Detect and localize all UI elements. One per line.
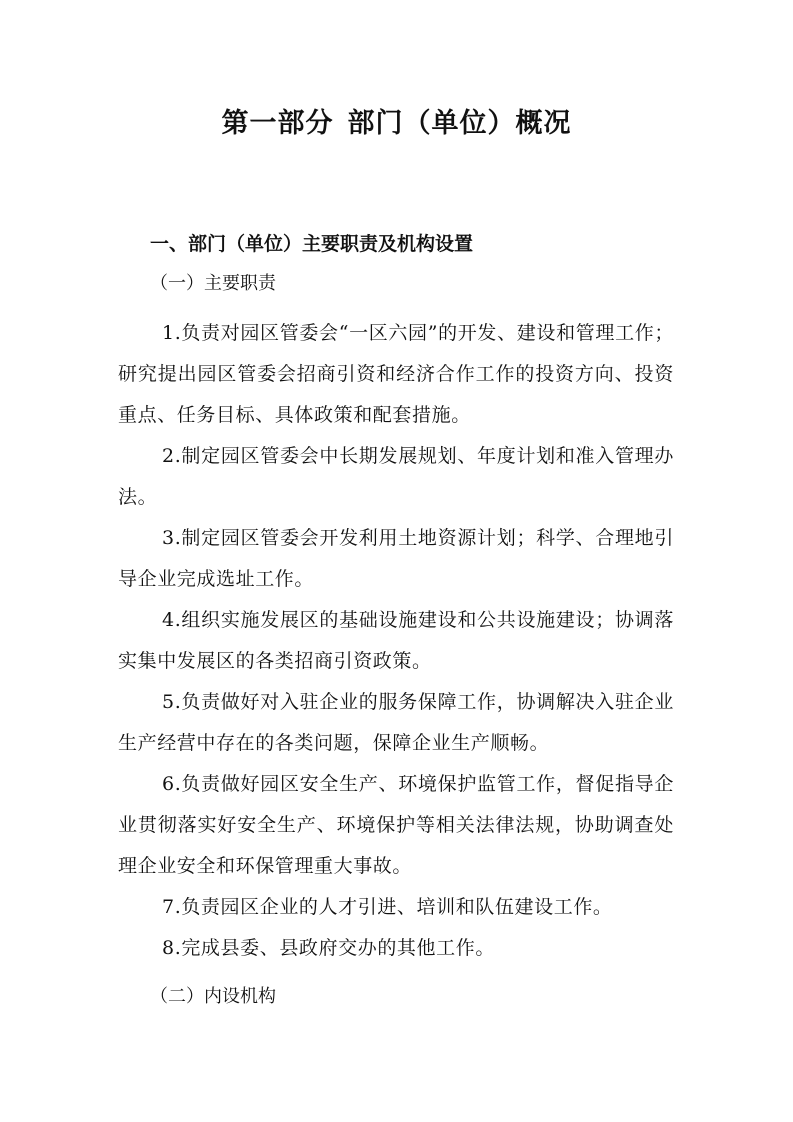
duty-text: 负责对园区管委会“一区六园”的开发、建设和管理工作；研究提出园区管委会招商引资和经济合作工作的投资方向、投资重点、任务目标、具体政策和配套措施。 (118, 322, 674, 426)
duty-text: 制定园区管委会中长期发展规划、年度计划和准入管理办法。 (118, 445, 674, 508)
duty-item (118, 682, 674, 764)
duty-number: 5. (162, 691, 182, 713)
duties-list (118, 313, 674, 969)
duty-text: 组织实施发展区的基础设施建设和公共设施建设；协调落实集中发展区的各类招商引资政策。 (118, 609, 674, 672)
duty-number: 8. (162, 937, 182, 959)
duty-number: 1. (162, 322, 182, 344)
duty-text: 负责做好对入驻企业的服务保障工作，协调解决入驻企业生产经营中存在的各类问题，保障企业生产顺畅。 (118, 691, 674, 754)
document-title (0, 104, 793, 144)
subsection-heading-duties: （一）主要职责 (150, 273, 276, 294)
duty-item (118, 436, 674, 518)
title-subject: 部门（单位）概况 (347, 108, 572, 139)
duty-item (118, 600, 674, 682)
duty-number: 4. (162, 609, 182, 631)
duty-text: 完成县委、县政府交办的其他工作。 (181, 937, 495, 959)
title-part-label: 第一部分 (221, 108, 334, 139)
duty-number: 7. (162, 896, 182, 918)
section-heading: 一、部门（单位）主要职责及机构设置 (150, 233, 474, 255)
duty-text: 负责做好园区安全生产、环境保护监管工作，督促指导企业贯彻落实好安全生产、环境保护等相关法律法规，协助调查处理企业安全和环保管理重大事故。 (118, 773, 674, 877)
duty-number: 6. (162, 773, 182, 795)
duty-item (118, 887, 674, 928)
duty-item (118, 928, 674, 969)
duty-item (118, 518, 674, 600)
duty-number: 2. (162, 445, 182, 467)
duty-item (118, 764, 674, 887)
subsection-heading-structure: （二）内设机构 (150, 986, 276, 1007)
duty-text: 负责园区企业的人才引进、培训和队伍建设工作。 (181, 896, 613, 918)
duty-number: 3. (162, 527, 182, 549)
duty-item (118, 313, 674, 436)
duty-text: 制定园区管委会开发利用土地资源计划；科学、合理地引导企业完成选址工作。 (118, 527, 674, 590)
